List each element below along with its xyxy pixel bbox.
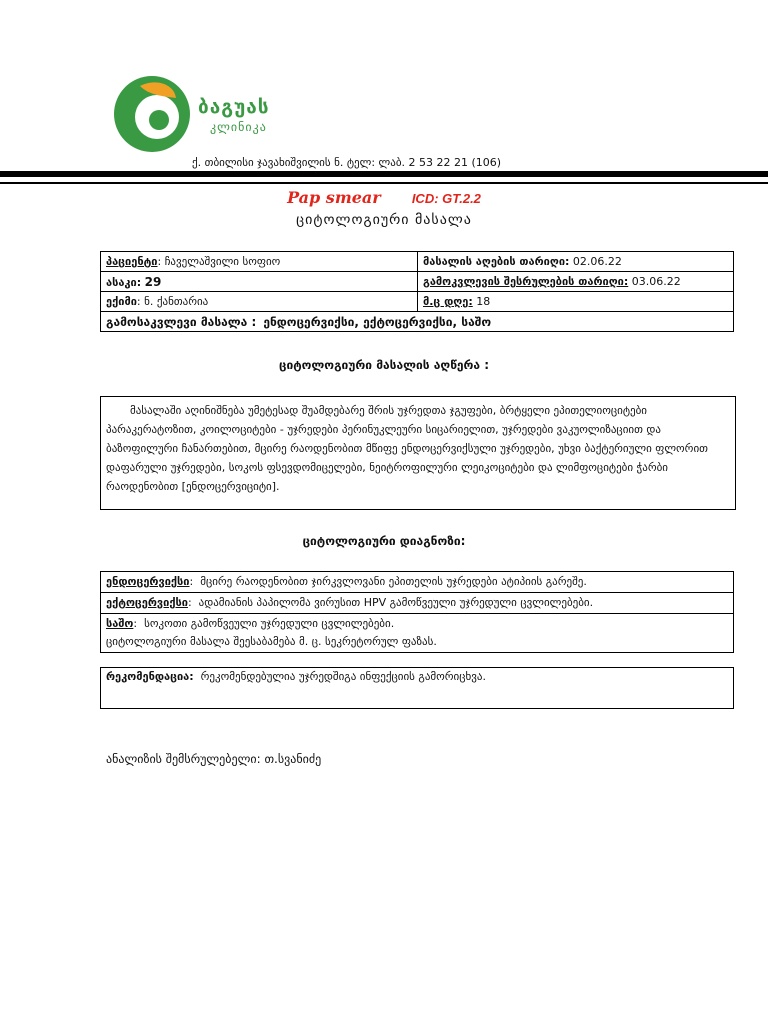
doctor-cell: ექიმი: ნ. ქანთარია [101,292,418,312]
cycle-day-value: 18 [476,295,491,308]
recommendation-box [100,667,734,709]
exam-date-cell [418,272,734,292]
patient-name-value: ჩაველაშვილი სოფიო [164,255,281,268]
report-title-row [0,188,768,207]
table-row [101,312,734,332]
cycle-day-label: მ.ც დღე: [423,295,473,308]
diagnosis-heading: ციტოლოგიური დიაგნოზი: [302,534,466,548]
sample-date-cell [418,252,734,272]
cycle-day-cell [418,292,734,312]
material-cell [101,312,734,332]
performer-line [106,752,321,766]
endocervix-value: მცირე რაოდენობით ჯირკვლოვანი ეპითელის უჯრედები ატიპიის გარეშე. [200,575,587,588]
recommendation-label: რეკომენდაცია: [106,670,194,683]
patient-name-label: პაციენტი [106,255,158,268]
age-value: 29 [144,274,162,289]
exam-date-label: გამოკვლევის შესრულების თარიღი: [423,275,629,288]
doctor-value: ნ. ქანთარია [144,295,209,308]
clinic-brand-subtitle: კლინიკა [210,120,267,134]
material-label: გამოსაკვლევი მასალა : [106,314,257,329]
description-box [100,396,736,510]
icd-code: ICD: GT.2.2 [411,191,481,206]
table-row [101,252,734,272]
recommendation-text: რეკომენდებულია უჯრედშიგა ინფექციის გამორიცხვა. [200,670,487,683]
clinic-brand-name: ბაგუას [198,96,270,118]
report-subtitle: ციტოლოგიური მასალა [296,212,472,228]
table-row [101,572,734,593]
vagina-cell: საშო: სოკოთი გამოწვეული უჯრედული ცვლილებები. ციტოლოგიური მასალა შეესაბამება მ. ც. სეკრეტორულ ფაზას. [101,614,734,653]
table-row [101,593,734,614]
endocervix-cell: ენდოცერვიქსი: მცირე რაოდენობით ჯირკვლოვანი ეპითელის უჯრედები ატიპიის გარეშე. [101,572,734,593]
clinic-address: ქ. თბილისი ჯავახიშვილის ნ. ტელ: ლაბ. 2 53 22 21 (106) [192,156,502,169]
performer-label: ანალიზის შემსრულებელი: [106,752,261,766]
vagina-value: სოკოთი გამოწვეული უჯრედული ცვლილებები. [144,617,395,630]
age-cell [101,272,418,292]
diagnosis-conclusion: ციტოლოგიური მასალა შეესაბამება მ. ც. სეკრეტორულ ფაზას. [106,635,437,648]
header-divider-thin [0,182,768,184]
description-heading: ციტოლოგიური მასალის აღწერა : [279,358,489,372]
table-row [101,272,734,292]
description-text: მასალაში აღინიშნება უმეტესად შუამდებარე შრის უჯრედთა ჯგუფები, ბრტყელი ეპითელიოციტები პარაკერატოზით, კოილოციტები - უჯრედები პერინუკლეური სიცარიელით, უჯრედები ვაკუოლიზაციით და ბაზოფილური ჩანართებით, მცირე რაოდენობით მწიფე ენდოცერვიქსული უჯრედები, უხვი ბაქტერიული ფლორით დაფარული უჯრედები, სოკოს ფსევდომიცელები, ნეიტროფილური ლეიკოციტები და ლიმფოციტები ჭარბი რაოდენობით [ენდოცერვიციტი]. [106,404,708,493]
sample-date-value: 02.06.22 [572,255,622,268]
ectocervix-value: ადამიანის პაპილომა ვირუსით HPV გამოწვეული უჯრედული ცვლილებები. [198,596,594,609]
ectocervix-label: ექტოცერვიქსი [106,596,188,609]
clinic-logo [112,74,192,154]
performer-name: თ.სვანიძე [264,752,322,766]
ectocervix-cell: ექტოცერვიქსი: ადამიანის პაპილომა ვირუსით HPV გამოწვეული უჯრედული ცვლილებები. [101,593,734,614]
doctor-label: ექიმი [106,295,137,308]
table-row [101,292,734,312]
patient-name-cell: პაციენტი: ჩაველაშვილი სოფიო [101,252,418,272]
header-divider-thick [0,171,768,177]
age-label: ასაკი: [106,275,142,289]
vagina-label: საშო [106,617,134,630]
material-value: ენდოცერვიქსი, ექტოცერვიქსი, საშო [263,314,492,329]
patient-info-table [100,251,734,332]
test-name: Pap smear [287,188,381,207]
table-row [101,614,734,653]
diagnosis-table [100,571,734,653]
sample-date-label: მასალის აღების თარიღი: [423,255,570,268]
endocervix-label: ენდოცერვიქსი [106,575,190,588]
exam-date-value: 03.06.22 [631,275,681,288]
